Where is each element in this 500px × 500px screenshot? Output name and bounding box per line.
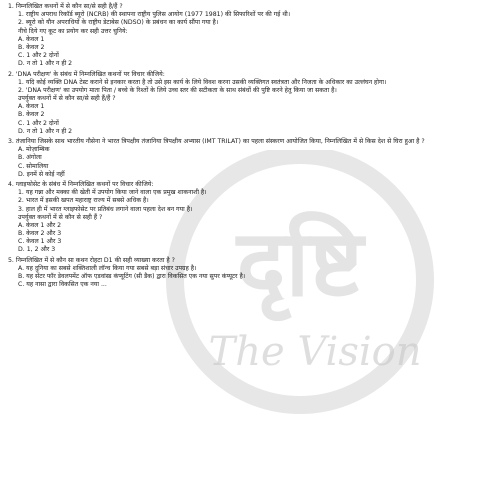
watermark-logo-text: दृष्टि (236, 210, 364, 317)
question-1-option-b: B. केवल 2 (18, 43, 45, 51)
question-5-option-c: C. यह नासा द्वारा विकसित एक नया ... (18, 281, 107, 289)
question-1-statement-2: 2. ब्यूरो को यौन अपराधियों के राष्ट्रीय डेटाबेस (NDSO) के प्रबंधन का कार्य सौंपा गया है। (18, 19, 219, 27)
question-4-option-b: B. केवल 2 और 3 (18, 230, 62, 238)
question-2-title: 2. 'DNA परीक्षण' के संबंध में निम्नलिखित कथनों पर विचार कीजिये: (8, 70, 165, 78)
question-5-option-b: B. यह सेंटर फॉर डेवलपमेंट ऑफ एडवांस्ड कंप्यूटिंग (सी डैक) द्वारा विकसित एक नया सुपर कंप्यूटर है। (18, 273, 246, 280)
question-5-title: 5. निम्नलिखित में से कौन सा कथन रोहटा D1 की सही व्याख्या करता है ? (8, 256, 175, 264)
question-2 (8, 71, 492, 137)
question-3-title: 3. तंजानिया जिसके साथ भारतीय नौसेना ने भारत त्रिपक्षीय तंजानिया त्रिपक्षीय अभ्यास (IMT TRILAT) का पहला संस्करण आयोजित किया, निम्नलिखित में से किस देश से घिरा हुआ है ? (8, 138, 425, 145)
question-3-option-c: C. सोमालिया (18, 162, 49, 170)
question-3 (8, 138, 492, 179)
question-2-option-a: A. केवल 1 (18, 103, 45, 111)
question-4-statement-3: 3. हाल ही में भारत ग्लाइफोसेट पर प्रतिबंध लगाने वाला पहला देश बन गया है। (18, 205, 193, 213)
question-4-statement-1: 1. यह गन्ना और मक्का की खेती में उपयोग किया जाने वाला एक प्रमुख शाकनाशी है। (18, 189, 207, 197)
question-4 (8, 181, 492, 255)
question-1 (8, 3, 492, 69)
question-1-statement-1: 1. राष्ट्रीय अपराध रिकॉर्ड ब्यूरो (NCRB) की स्थापना राष्ट्रीय पुलिस आयोग (1977 1981) की सिफारिशों पर की गई थी। (18, 11, 291, 19)
question-1-option-a: A. केवल 1 (18, 35, 45, 43)
question-2-statement-1: 1. यदि कोई व्यक्ति DNA टेस्ट कराने से इनकार करता है तो उसे इस कार्य के लिये विवश करना उसकी व्यक्तिगत स्वतंत्रता और निजता के अधिकार का उल्लंघन होगा। (18, 78, 387, 86)
watermark-tagline: The Vision (208, 329, 422, 375)
question-2-option-c: C. 1 और 2 दोनों (18, 119, 59, 127)
question-4-title: 4. ग्लाइफोसेट के संबंध में निम्नलिखित कथनों पर विचार कीजिये: (8, 180, 154, 188)
question-4-option-d: D. 1, 2 और 3 (18, 246, 56, 254)
question-4-instruction: उपर्युक्त कथनों में से कौन से सही हैं ? (18, 213, 103, 221)
question-1-option-c: C. 1 और 2 दोनों (18, 52, 59, 60)
question-document (8, 3, 492, 291)
question-1-instruction: नीचे दिये गए कूट का प्रयोग कर सही उत्तर चुनिये: (18, 27, 128, 35)
question-2-statement-2: 2. 'DNA परीक्षण' का उपयोग माता पिता / बच्चे के रिश्तों के लिये उच्च स्तर की सटीकता के साथ संबंधों की पुष्टि करने हेतु किया जा सकता है। (18, 86, 337, 94)
question-5 (8, 257, 492, 290)
question-4-statement-2: 2. भारत में इसकी खपत महाराष्ट्र राज्य में सबसे अधिक है। (18, 197, 149, 205)
question-4-option-c: C. केवल 1 और 3 (18, 238, 62, 246)
question-4-option-a: A. केवल 1 और 2 (18, 221, 62, 229)
question-2-option-d: D. न तो 1 और न ही 2 (18, 127, 73, 135)
question-3-option-d: D. इनमें से कोई नहीं (18, 170, 65, 178)
question-3-option-b: B. अंगोला (18, 154, 42, 162)
question-5-option-a: A. यह दुनिया का सबसे शक्तिशाली लॉन्च किया गया सबसे बड़ा संचार उपग्रह है। (18, 264, 197, 272)
question-2-instruction: उपर्युक्त कथनों में से कौन सा/से सही हैं/हैं ? (18, 95, 116, 103)
question-3-option-a: A. मोज़ाम्बिक (18, 146, 50, 154)
question-1-title: 1. निम्नलिखित कथनों में से कौन सा/से सही है/हैं ? (8, 3, 123, 10)
question-2-option-b: B. केवल 2 (18, 111, 45, 119)
question-1-option-d: D. न तो 1 और न ही 2 (18, 60, 73, 68)
